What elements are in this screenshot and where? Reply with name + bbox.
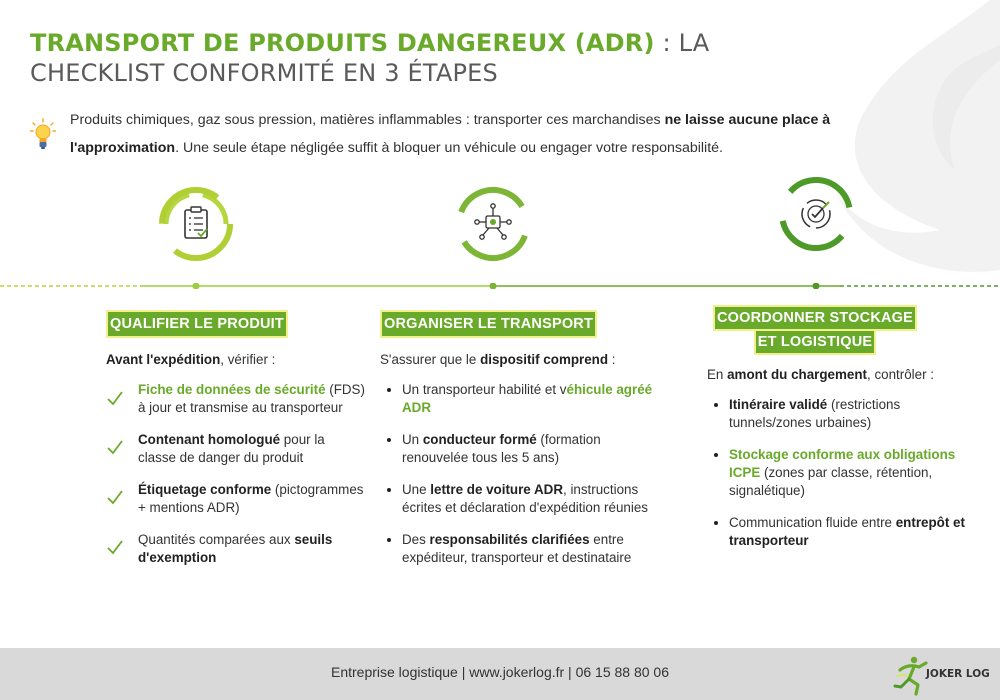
step-3-lead-pre: En: [707, 367, 728, 382]
step-1-lead-bold: Avant l'expédition: [106, 352, 221, 367]
lightbulb-icon: [30, 118, 56, 152]
list-item: [380, 381, 670, 417]
network-organization-icon: [449, 180, 537, 268]
clipboard-checklist-icon: [152, 180, 240, 268]
list-item: [380, 531, 670, 567]
item-pre: Quantités comparées aux: [138, 532, 295, 547]
step-2-list: [380, 381, 670, 567]
check-icon: [106, 440, 124, 456]
item-rest: (restrictions tunnels/zones urbaines): [729, 397, 901, 430]
step-1-column: [106, 310, 366, 581]
list-item: [380, 431, 670, 467]
step-3-lead-rest: , contrôler :: [867, 367, 934, 382]
intro-part1: Produits chimiques, gaz sous pression, matières inflammables : transporter ces marchandises: [70, 112, 665, 128]
item-bold: responsabilités clarifiées: [429, 532, 590, 547]
item-rest: (FDS) à jour et transmise au transporteur: [138, 382, 365, 415]
list-item: [707, 446, 977, 500]
step-1-lead-rest: , vérifier :: [220, 352, 276, 367]
item-rest: , instructions écrites et déclaration d'expédition réunies: [402, 482, 648, 515]
step-1-lead: [106, 352, 366, 367]
item-green: Fiche de données de sécurité: [138, 382, 326, 397]
item-rest: (pictogrammes + mentions ADR): [138, 482, 364, 515]
item-bold: entrepôt et transporteur: [729, 515, 965, 548]
list-item: [106, 481, 366, 517]
step-2-lead-rest: :: [608, 352, 616, 367]
item-green: éhicule agréé ADR: [402, 382, 653, 415]
step-3-badge-line2: ET LOGISTIQUE: [754, 329, 877, 355]
step-1-badge: QUALIFIER LE PRODUIT: [106, 310, 288, 338]
step-3-list: [707, 396, 977, 550]
step-1-list: [106, 381, 366, 567]
list-item: [106, 531, 366, 567]
item-rest: (formation renouvelée tous les 5 ans): [402, 432, 601, 465]
item-rest: entre expéditeur, transporteur et destinataire: [402, 532, 632, 565]
step-2-badge: ORGANISER LE TRANSPORT: [380, 310, 597, 338]
item-pre: Communication fluide entre: [729, 515, 896, 530]
step-2-column: [380, 310, 670, 581]
target-check-icon: [772, 170, 860, 258]
title-strong: TRANSPORT DE PRODUITS DANGEREUX (ADR): [30, 29, 655, 57]
page-title: [30, 28, 709, 88]
title-sep: : LA: [654, 29, 710, 57]
item-pre: Une: [402, 482, 431, 497]
step-2-lead-bold: dispositif comprend: [480, 352, 609, 367]
list-item: [106, 381, 366, 417]
item-bold: seuils d'exemption: [138, 532, 333, 565]
list-item: [707, 514, 977, 550]
check-icon: [106, 490, 124, 506]
step-3-lead: [707, 367, 977, 382]
item-pre: Des: [402, 532, 430, 547]
item-bold: lettre de voiture ADR: [430, 482, 563, 497]
item-bold: conducteur formé: [422, 432, 537, 447]
check-icon: [106, 540, 124, 556]
step-3-badge: [707, 305, 923, 355]
timeline: [0, 283, 1000, 289]
item-pre: Un: [402, 432, 423, 447]
item-rest: (zones par classe, rétention, signalétique): [729, 465, 933, 498]
intro-part2: . Une seule étape négligée suffit à bloquer un véhicule ou engager votre responsabilité.: [175, 140, 723, 156]
step-3-lead-bold: amont du chargement: [727, 367, 867, 382]
title-line2: CHECKLIST CONFORMITÉ EN 3 ÉTAPES: [30, 59, 498, 87]
intro-bold: ne laisse aucune place à l'approximation: [70, 112, 831, 156]
list-item: [106, 431, 366, 467]
step-3-column: [707, 305, 977, 564]
footer: [0, 648, 1000, 700]
step-2-lead-pre: S'assurer que le: [380, 352, 481, 367]
item-rest: pour la classe de danger du produit: [138, 432, 325, 465]
joker-log-logo[interactable]: [892, 654, 990, 696]
footer-contact: Entreprise logistique | www.jokerlog.fr | 06 15 88 80 06: [330, 664, 670, 680]
item-bold: Étiquetage conforme: [138, 482, 272, 497]
list-item: [380, 481, 670, 517]
check-icon: [106, 391, 124, 407]
logo-text: JOKER LOG: [926, 668, 990, 680]
intro-text: [70, 106, 940, 162]
item-bold: Itinéraire validé: [729, 397, 828, 412]
list-item: [707, 396, 977, 432]
item-green: Stockage conforme aux obligations ICPE: [729, 447, 956, 480]
step-2-lead: [380, 352, 670, 367]
item-pre: Un transporteur habilité et v: [402, 382, 567, 397]
step-3-badge-line1: COORDONNER STOCKAGE: [713, 305, 917, 331]
item-bold: Contenant homologué: [138, 432, 281, 447]
